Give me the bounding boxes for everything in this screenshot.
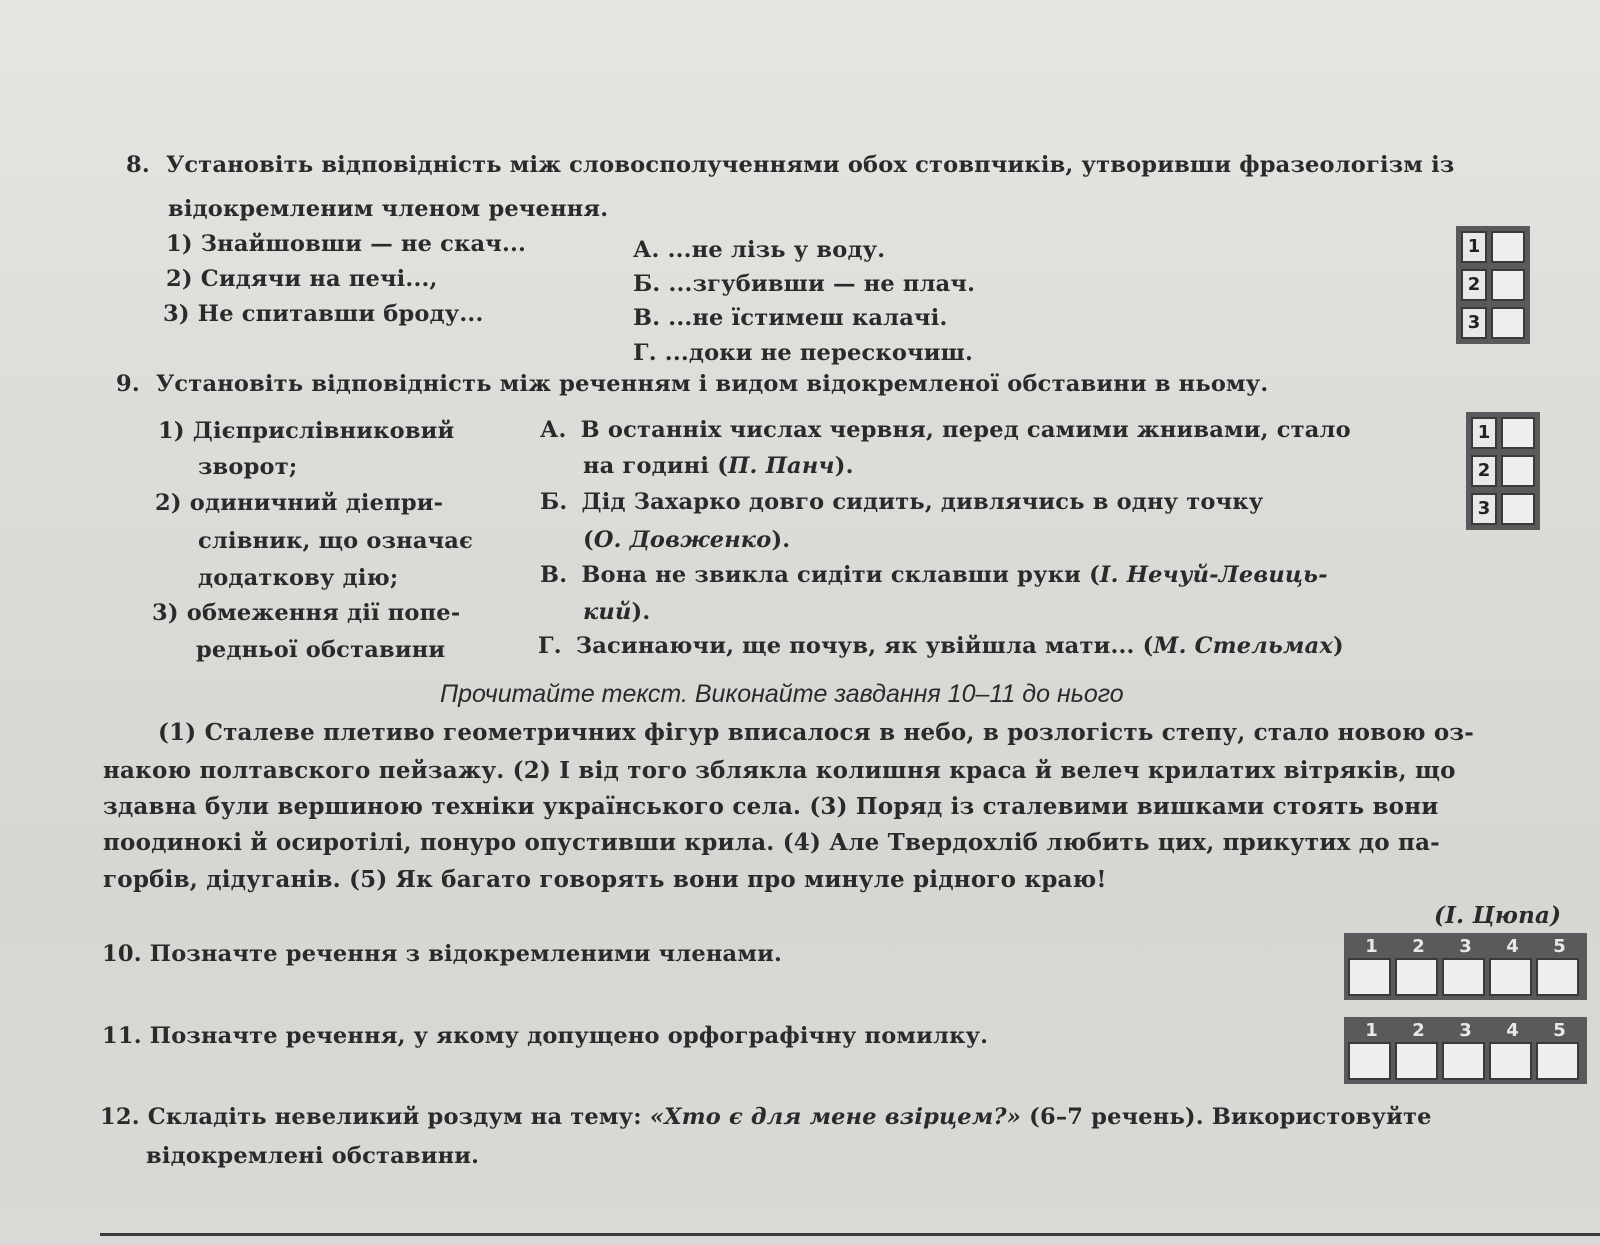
question-9-text: Установіть відповідність між реченням і видом відокремленої обставини в ньому. bbox=[155, 371, 1269, 397]
q9-option-v-text: Вона не звикла сидіти склавши руки ( bbox=[581, 562, 1100, 588]
q8-right-item-v: В. ...не їстимеш калачі. bbox=[633, 305, 948, 331]
question-12-text: 12. Складіть невеликий роздум на тему: bbox=[100, 1104, 650, 1130]
q11-answer-box-3[interactable] bbox=[1442, 1042, 1485, 1080]
question-11: 11. Позначте речення, у якому допущено орфографічну помилку. bbox=[102, 1023, 989, 1049]
q9-option-a-text: В останніх числах червня, перед самими жнивами, стало bbox=[580, 417, 1351, 443]
q10-grid-number: 4 bbox=[1506, 936, 1519, 957]
q11-grid-number: 5 bbox=[1553, 1020, 1566, 1041]
q9-option-g-end: ) bbox=[1332, 633, 1344, 659]
q9-option-b-line2 bbox=[583, 527, 790, 553]
q9-option-a-line1 bbox=[540, 417, 1351, 443]
q8-answer-grid bbox=[1456, 226, 1530, 344]
q9-answer-box-3[interactable] bbox=[1501, 493, 1535, 525]
q9-option-g-line bbox=[538, 633, 1344, 659]
q9-option-g-letter: Г. bbox=[538, 633, 562, 659]
q9-left-2b: слівник, що означає bbox=[198, 528, 473, 554]
q9-option-v-author-a: І. Нечуй-Левиць- bbox=[1099, 562, 1328, 588]
q9-option-a-end: ). bbox=[834, 453, 854, 479]
q8-answer-box-3[interactable] bbox=[1491, 307, 1525, 339]
q9-left-1b: зворот; bbox=[198, 454, 298, 480]
q8-grid-number: 1 bbox=[1461, 231, 1487, 263]
q10-grid-number: 5 bbox=[1553, 936, 1566, 957]
question-12-line1 bbox=[100, 1104, 1432, 1130]
q11-grid-number: 1 bbox=[1365, 1020, 1378, 1041]
q9-option-g-author: М. Стельмах bbox=[1153, 633, 1333, 659]
question-9-number: 9. bbox=[116, 371, 140, 397]
q8-left-item-2: 2) Сидячи на печі..., bbox=[166, 266, 438, 292]
q8-left-item-3: 3) Не спитавши броду... bbox=[163, 301, 484, 327]
q9-option-v-line1 bbox=[540, 562, 1328, 588]
q11-answer-box-4[interactable] bbox=[1489, 1042, 1532, 1080]
question-8-text-line1: Установіть відповідність між словосполученнями обох стовпчиків, утворивши фразеологізм із bbox=[165, 152, 1455, 178]
bottom-rule bbox=[100, 1233, 1600, 1236]
q9-option-b-author: О. Довженко bbox=[593, 527, 772, 553]
passage-line-2: накою полтавского пейзажу. (2) І від того зблякла колишня краса й велеч крилатих вітряків, що bbox=[103, 757, 1456, 784]
q9-option-b-line1 bbox=[540, 489, 1263, 515]
question-12-topic: «Хто є для мене взірцем?» bbox=[649, 1104, 1022, 1130]
q9-option-g-text: Засинаючи, ще почув, як увійшла мати... ( bbox=[575, 633, 1154, 659]
question-12-text-tail: (6–7 речень). Використовуйте bbox=[1021, 1104, 1432, 1130]
q10-answer-box-4[interactable] bbox=[1489, 958, 1532, 996]
q11-grid-number: 2 bbox=[1412, 1020, 1425, 1041]
q11-grid-number: 4 bbox=[1506, 1020, 1519, 1041]
q9-option-b-open: ( bbox=[583, 527, 594, 553]
q9-option-b-end: ). bbox=[771, 527, 791, 553]
q9-option-a-tail: на годині ( bbox=[583, 453, 729, 479]
q8-answer-box-2[interactable] bbox=[1491, 269, 1525, 301]
q11-answer-box-5[interactable] bbox=[1536, 1042, 1579, 1080]
q9-left-3b: редньої обставини bbox=[196, 637, 446, 663]
q9-option-v-letter: В. bbox=[540, 562, 568, 588]
q11-answer-box-1[interactable] bbox=[1348, 1042, 1391, 1080]
q8-right-item-g: Г. ...доки не перескочиш. bbox=[633, 340, 974, 366]
q10-answer-box-2[interactable] bbox=[1395, 958, 1438, 996]
q10-grid-number: 2 bbox=[1412, 936, 1425, 957]
q8-grid-number: 2 bbox=[1461, 269, 1487, 301]
reading-instruction: Прочитайте текст. Виконайте завдання 10–11 до нього bbox=[440, 680, 1124, 708]
q9-grid-number: 1 bbox=[1471, 417, 1497, 449]
q9-left-1a: 1) Дієприслівниковий bbox=[158, 418, 455, 444]
question-9-line bbox=[116, 371, 1268, 397]
q10-grid-number: 1 bbox=[1365, 936, 1378, 957]
q9-option-v-author-b: кий bbox=[583, 599, 632, 625]
q9-answer-box-1[interactable] bbox=[1501, 417, 1535, 449]
q8-right-item-a: А. ...не лізь у воду. bbox=[633, 237, 886, 263]
q8-answer-box-1[interactable] bbox=[1491, 231, 1525, 263]
q9-option-a-author: П. Панч bbox=[728, 453, 835, 479]
q9-left-2a: 2) одиничний діепри- bbox=[155, 490, 444, 516]
q9-left-2c: додаткову дію; bbox=[198, 565, 399, 591]
q8-left-item-1: 1) Знайшовши — не скач... bbox=[166, 231, 527, 257]
passage-line-4: поодинокі й осиротілі, понуро опустивши крила. (4) Але Твердохліб любить цих, прикутих до па- bbox=[103, 829, 1440, 856]
question-8-number: 8. bbox=[126, 152, 150, 178]
q10-answer-box-1[interactable] bbox=[1348, 958, 1391, 996]
q9-grid-number: 3 bbox=[1471, 493, 1497, 525]
passage-line-1: (1) Сталеве плетиво геометричних фігур вписалося в небо, в розлогість степу, стало новою оз- bbox=[158, 719, 1475, 746]
question-8-line1 bbox=[126, 152, 1454, 178]
q10-grid-number: 3 bbox=[1459, 936, 1472, 957]
q9-answer-box-2[interactable] bbox=[1501, 455, 1535, 487]
q10-answer-box-5[interactable] bbox=[1536, 958, 1579, 996]
question-8-text-line2: відокремленим членом речення. bbox=[168, 196, 609, 222]
question-12-line2: відокремлені обставини. bbox=[146, 1143, 480, 1169]
q10-answer-box-3[interactable] bbox=[1442, 958, 1485, 996]
q9-option-b-text: Дід Захарко довго сидить, дивлячись в одну точку bbox=[581, 489, 1264, 515]
q11-grid-number: 3 bbox=[1459, 1020, 1472, 1041]
q10-answer-grid bbox=[1344, 933, 1587, 1000]
q9-answer-grid bbox=[1466, 412, 1540, 530]
q8-grid-number: 3 bbox=[1461, 307, 1487, 339]
question-10: 10. Позначте речення з відокремленими членами. bbox=[102, 941, 783, 967]
passage-line-5: горбів, дідуганів. (5) Як багато говорять вони про минуле рідного краю! bbox=[103, 866, 1107, 893]
q9-option-a-line2 bbox=[583, 453, 854, 479]
q9-grid-number: 2 bbox=[1471, 455, 1497, 487]
passage-line-3: здавна були вершиною техніки українського села. (3) Поряд із сталевими вишками стоять вони bbox=[103, 793, 1439, 820]
q9-option-b-letter: Б. bbox=[540, 489, 568, 515]
q11-answer-grid bbox=[1344, 1017, 1587, 1084]
q11-answer-box-2[interactable] bbox=[1395, 1042, 1438, 1080]
q9-option-v-line2 bbox=[583, 599, 650, 625]
q8-right-item-b: Б. ...згубивши — не плач. bbox=[633, 271, 976, 297]
q9-option-a-letter: А. bbox=[540, 417, 567, 443]
passage-author: (І. Цюпа) bbox=[1434, 902, 1562, 929]
q9-left-3a: 3) обмеження дії попе- bbox=[152, 600, 461, 626]
q9-option-v-end: ). bbox=[631, 599, 651, 625]
